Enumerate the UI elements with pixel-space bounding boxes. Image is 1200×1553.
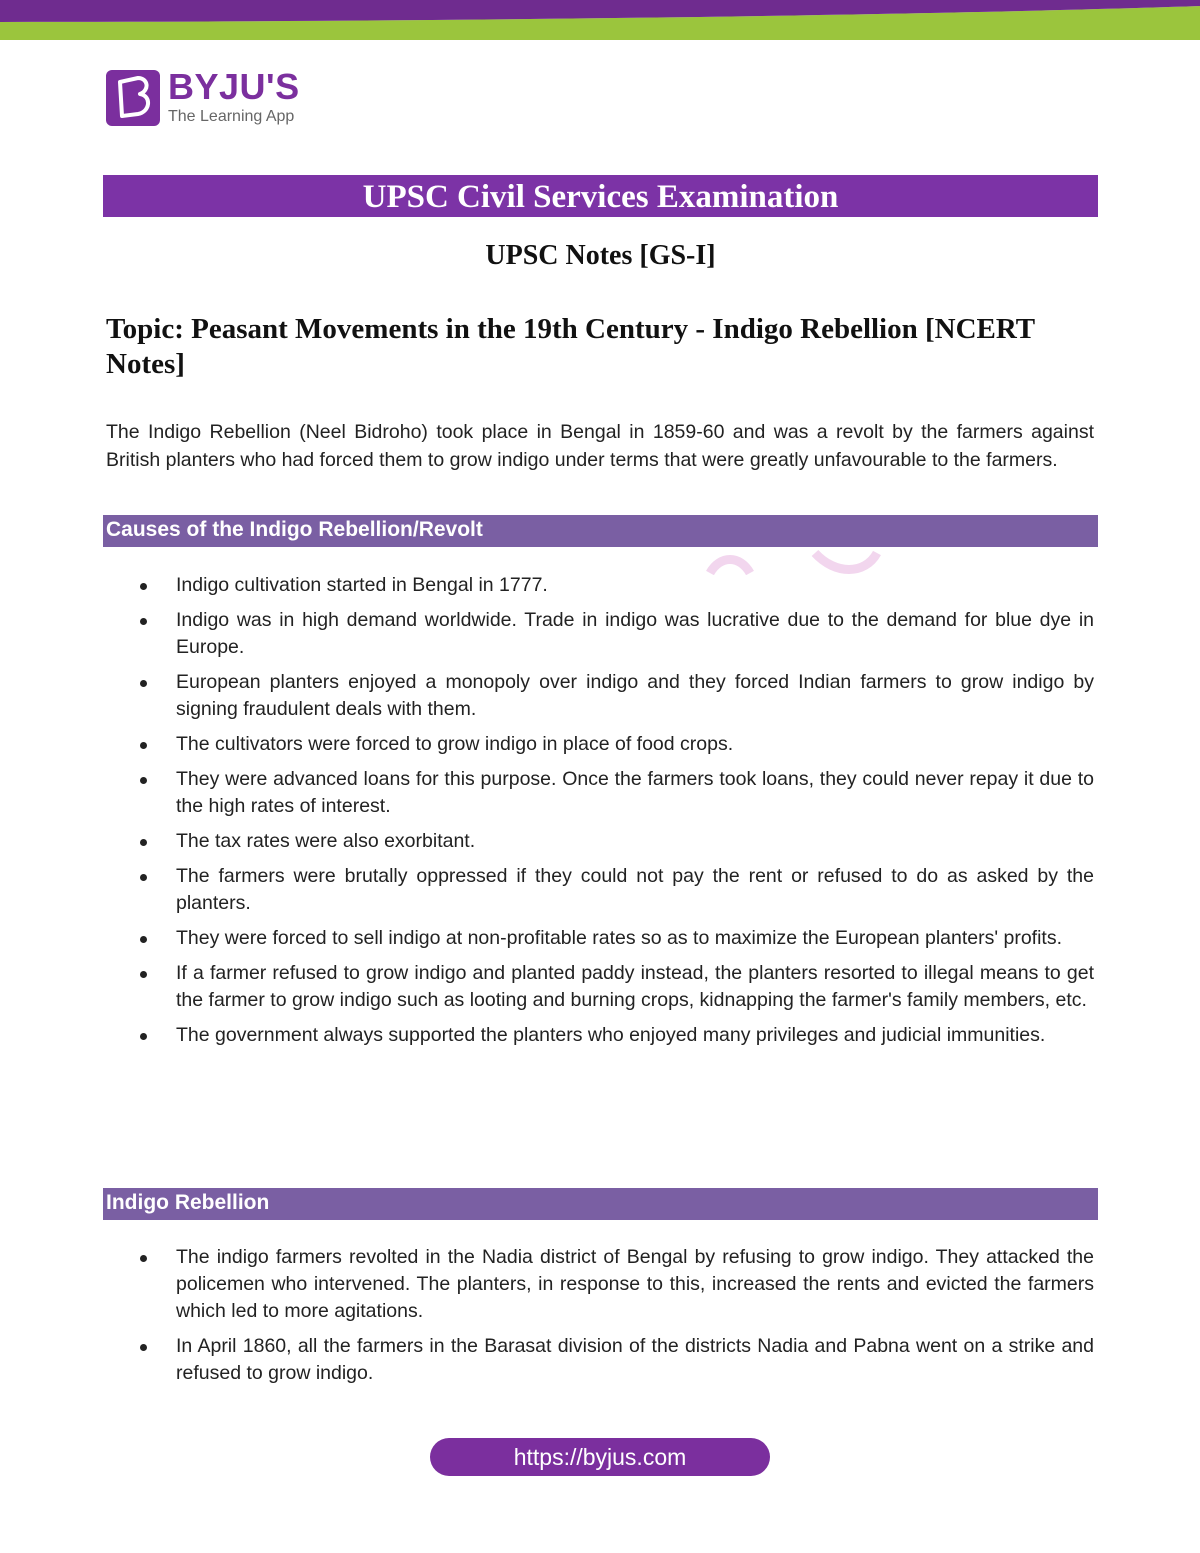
bullet-icon [140,1033,147,1040]
byjus-b-icon [106,70,160,126]
exam-banner: UPSC Civil Services Examination [103,175,1098,217]
rebellion-list [140,1244,1094,1395]
list-item: They were advanced loans for this purpose. Once the farmers took loans, they could never repay it due to the high rates of interest. [140,766,1094,820]
topic-heading: Topic: Peasant Movements in the 19th Century - Indigo Rebellion [NCERT Notes] [106,313,1035,380]
brand-tagline: The Learning App [168,108,295,125]
bullet-icon [140,618,147,625]
footer-url-link[interactable]: https://byjus.com [430,1438,770,1476]
list-item: Indigo cultivation started in Bengal in 1777. [140,572,1094,599]
bullet-icon [140,1255,147,1262]
bullet-icon [140,583,147,590]
list-item: In April 1860, all the farmers in the Barasat division of the districts Nadia and Pabna went on a strike and refused to grow indigo. [140,1333,1094,1387]
bullet-icon [140,1344,147,1351]
bullet-icon [140,971,147,978]
section-heading-indigo-rebellion: Indigo Rebellion [103,1188,1098,1220]
byjus-logo [106,66,326,130]
list-item: Indigo was in high demand worldwide. Trade in indigo was lucrative due to the demand for blue dye in Europe. [140,607,1094,661]
list-item: European planters enjoyed a monopoly over indigo and they forced Indian farmers to grow indigo by signing fraudulent deals with them. [140,669,1094,723]
top-color-band [0,0,1200,44]
section-heading-causes: Causes of the Indigo Rebellion/Revolt [103,515,1098,547]
bullet-icon [140,742,147,749]
list-item: The tax rates were also exorbitant. [140,828,1094,855]
list-item: The cultivators were forced to grow indigo in place of food crops. [140,731,1094,758]
bullet-icon [140,874,147,881]
bullet-icon [140,680,147,687]
causes-list [140,572,1094,1057]
list-item: The indigo farmers revolted in the Nadia district of Bengal by refusing to grow indigo. They attacked the policemen who intervened. The planters, in response to this, increased the rents and evicted the farmers which led to more agitations. [140,1244,1094,1325]
list-item: They were forced to sell indigo at non-profitable rates so as to maximize the European planters' profits. [140,925,1094,952]
notes-title: UPSC Notes [GS-I] [485,240,716,271]
watermark-graphic [705,545,885,575]
list-item: The farmers were brutally oppressed if they could not pay the rent or refused to do as asked by the planters. [140,863,1094,917]
brand-name: BYJU'S [168,66,300,107]
list-item: The government always supported the planters who enjoyed many privileges and judicial immunities. [140,1022,1094,1049]
list-item: If a farmer refused to grow indigo and planted paddy instead, the planters resorted to illegal means to get the farmer to grow indigo such as looting and burning crops, kidnapping the farmer's family members, etc. [140,960,1094,1014]
bullet-icon [140,839,147,846]
bullet-icon [140,777,147,784]
bullet-icon [140,936,147,943]
intro-paragraph: The Indigo Rebellion (Neel Bidroho) took place in Bengal in 1859-60 and was a revolt by the farmers against British planters who had forced them to grow indigo under terms that were greatly unfavourable to the farmers. [106,421,1094,471]
